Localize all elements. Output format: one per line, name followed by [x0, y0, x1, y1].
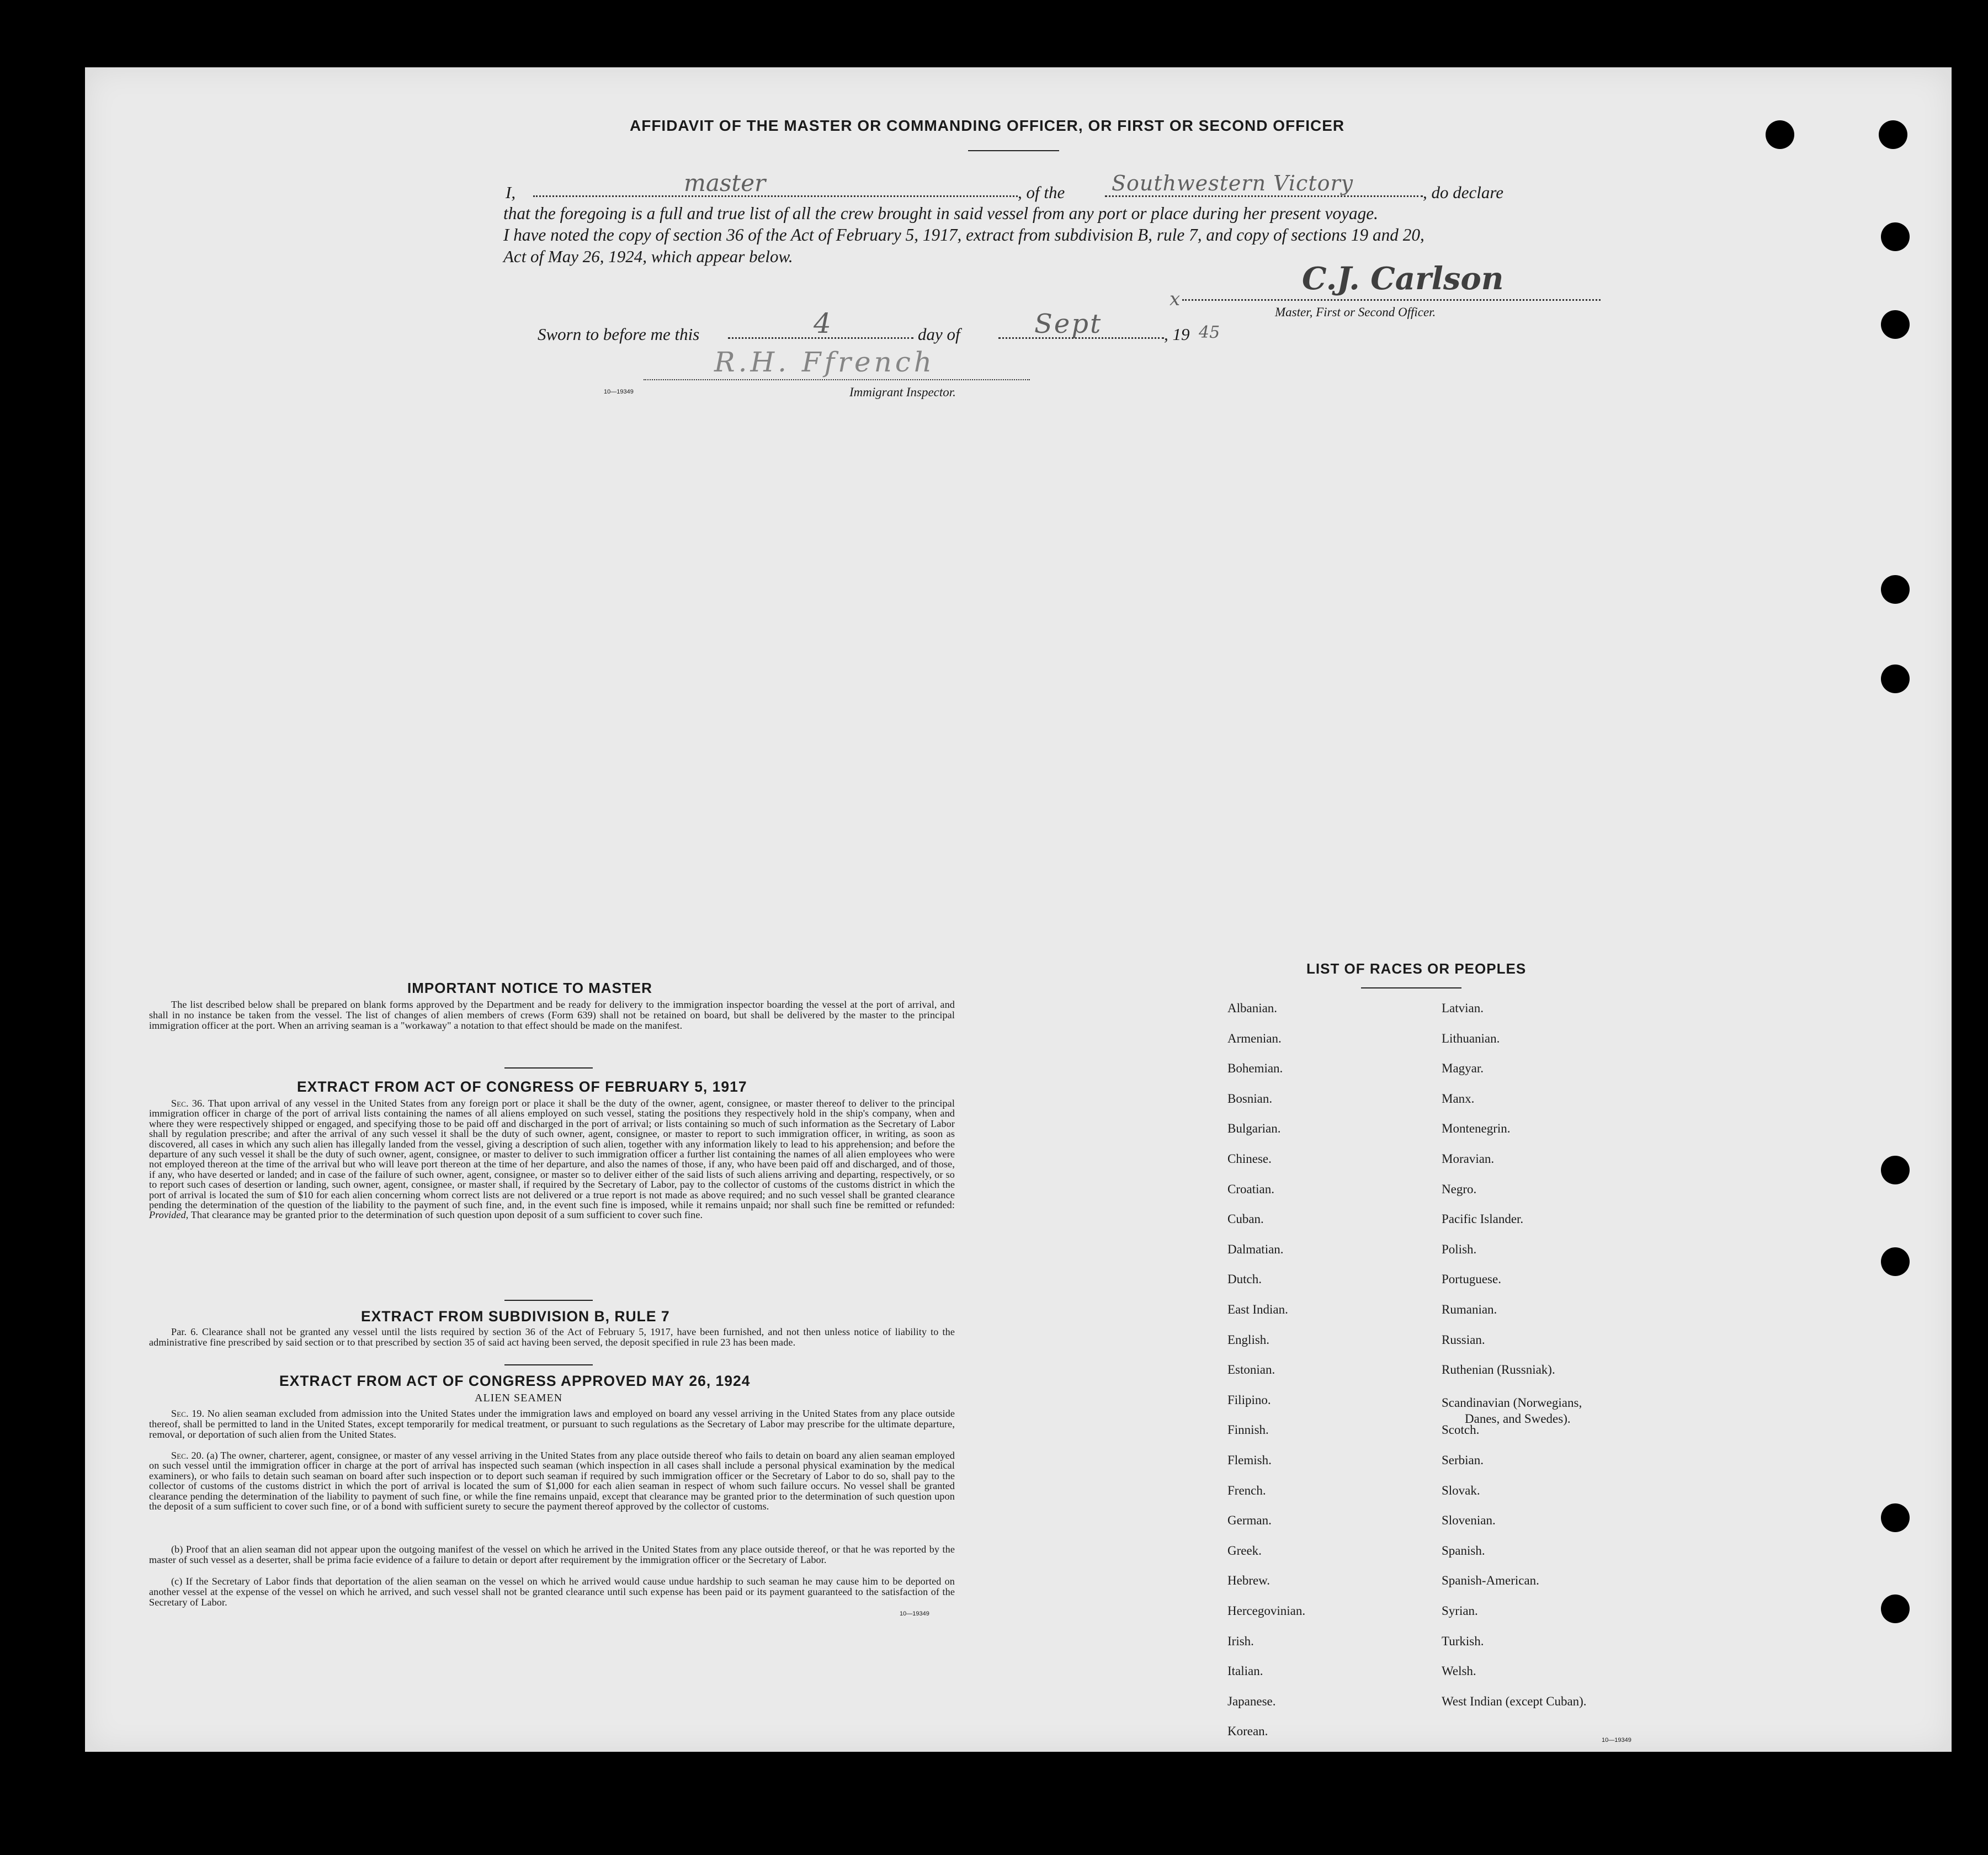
race-item: Irish. [1227, 1634, 1254, 1648]
declaration-line-2: that the foregoing is a full and true list of all the crew brought in said vessel from any port or place during her present voyage. [503, 204, 1378, 223]
sworn-day-label: day of [918, 325, 960, 344]
punch-hole [1879, 120, 1907, 149]
race-item: Serbian. [1442, 1453, 1484, 1467]
rule7-text: Par. 6. Clearance shall not be granted any vessel until the lists required by section 36 of the Act of February 5, 1917, have been furnished, and not then unless notice of liability to the administrative fine prescribed by said section or to that prescribed by section 35 of said act having been served, the deposit specified in rule 23 has been made. [149, 1326, 955, 1348]
extract-1924-subtitle: ALIEN SEAMEN [475, 1392, 563, 1404]
notice-title: IMPORTANT NOTICE TO MASTER [407, 980, 652, 996]
declaration-of-the: , of the [1018, 183, 1065, 202]
declaration-i: I, [506, 183, 516, 202]
race-item: Flemish. [1227, 1453, 1272, 1467]
race-item: Albanian. [1227, 1001, 1278, 1015]
race-item: Filipino. [1227, 1392, 1271, 1407]
sec20b-text: (b) Proof that an alien seaman did not appear upon the outgoing manifest of the vessel on which he arrived in the United States from any place outside thereof, or that he was reported by the master of such vessel as a deserter, shall be prima facie evidence of a failure to detain or deport after requirement by the immigration officer or the Secretary of Labor. [149, 1544, 955, 1565]
race-item: Estonian. [1227, 1363, 1275, 1377]
race-item: Danes, and Swedes). [1465, 1411, 1571, 1426]
race-item: Turkish. [1442, 1634, 1484, 1648]
race-item: Bulgarian. [1227, 1121, 1281, 1136]
race-item: Welsh. [1442, 1664, 1476, 1678]
handwritten-vessel: Southwestern Victory [1112, 171, 1354, 195]
punch-hole [1766, 120, 1794, 149]
notice-text: The list described below shall be prepared on blank forms approved by the Department and be ready for delivery to the immigration inspector boarding the vessel at the port of arrival, and shall in no instance be taken from the vessel. The list of changes of alien members of crews (Form 639) shall not be retained on board, but shall be delivered by the master to the principal immigration officer at the port. When an arriving seaman is a "workaway" a notation to that effect should be made on the manifest. [149, 999, 955, 1031]
race-item: Bosnian. [1227, 1091, 1273, 1105]
race-item: Armenian. [1227, 1031, 1282, 1045]
declaration-line-3: I have noted the copy of section 36 of the Act of February 5, 1917, extract from subdivision B, rule 7, and copy of sections 19 and 20, [503, 225, 1424, 245]
race-item: French. [1227, 1483, 1266, 1497]
punch-hole [1881, 575, 1910, 604]
extract-form-number: 10—19349 [900, 1610, 929, 1617]
sec20-label: Sec. 20. [171, 1450, 204, 1461]
inspector-caption: Immigrant Inspector. [849, 385, 956, 399]
punch-hole [1881, 1594, 1910, 1623]
race-item: Japanese. [1227, 1694, 1276, 1708]
sworn-month-value: Sept [1034, 309, 1103, 339]
handwritten-name: master [684, 169, 766, 196]
races-title: LIST OF RACES OR PEOPLES [1306, 960, 1527, 977]
notice-rule [504, 1067, 593, 1069]
race-item: Scandinavian (Norwegians, [1442, 1395, 1582, 1410]
declaration-line-4: Act of May 26, 1924, which appear below. [503, 247, 793, 266]
sec36-label: Sec. 36. [171, 1098, 205, 1109]
punch-hole [1881, 1247, 1910, 1276]
document-page [85, 67, 1952, 1752]
punch-hole [1881, 310, 1910, 339]
race-item: Slovenian. [1442, 1513, 1496, 1528]
race-item: Chinese. [1227, 1152, 1272, 1166]
race-item: Slovak. [1442, 1483, 1480, 1497]
sec20a-body: (a) The owner, charterer, agent, consignee, or master of any vessel arriving in the United States from any place outside thereof who fails to detain on board any alien seaman employed on such vessel until the immigration officer in charge at the port of arrival has inspected such seaman (which inspection in all cases shall include a personal physical examination by the medical examiners), or who fails to detain such seaman on board after such inspection or to deport such seaman if required by such immigration officer or the Secretary of Labor to do so, shall pay to the collector of customs of the customs district in which the port of arrival is located the sum of $1,000 for each alien seaman in respect of whom such failure occurs. No vessel shall be granted clearance pending the determination of the liability to payment of such fine, or while the fine remains unpaid, except that clearance may be granted prior to the determination of such question upon the deposit of a sum sufficient to cover such fine, or of a bond with sufficient surety to secure the payment thereof approved by the collector of customs. [149, 1450, 955, 1512]
extract-1917-title: EXTRACT FROM ACT OF CONGRESS OF FEBRUARY 5, 1917 [297, 1078, 747, 1095]
race-item: Greek. [1227, 1543, 1262, 1558]
race-item: Portuguese. [1442, 1272, 1501, 1287]
races-form-number: 10—19349 [1602, 1737, 1631, 1744]
proviso-text: That clearance may be granted prior to the determination of such question upon deposit of a sum sufficient to cover such fine. [190, 1209, 703, 1221]
sec19-text [149, 1408, 955, 1439]
sworn-year-prefix: , 19 [1164, 325, 1190, 344]
punch-hole [1881, 1156, 1910, 1184]
race-item: Rumanian. [1442, 1303, 1497, 1316]
race-item: German. [1227, 1513, 1272, 1528]
race-item: East Indian. [1227, 1303, 1288, 1316]
punch-hole [1881, 1503, 1910, 1532]
signature-line [1182, 299, 1601, 301]
race-item: Italian. [1227, 1664, 1263, 1678]
race-item: Manx. [1442, 1091, 1475, 1105]
extract-1917-rule [504, 1300, 593, 1301]
sworn-day-value: 4 [814, 307, 831, 339]
sec20a-text [149, 1450, 955, 1511]
punch-hole [1881, 665, 1910, 693]
proviso-label: Provided, [149, 1209, 189, 1221]
extract-1924-title: EXTRACT FROM ACT OF CONGRESS APPROVED MAY 26, 1924 [279, 1373, 751, 1389]
race-item: Russian. [1442, 1332, 1485, 1347]
sec20c-text: (c) If the Secretary of Labor finds that deportation of the alien seaman on the vessel on which he arrived would cause undue hardship to such seaman he may cause him to be deported on another vessel at the expense of the vessel on which he arrived, and such vessel shall not be granted clearance until such expense has been paid or its payment guaranteed to the satisfaction of the Secretary of Labor. [149, 1576, 955, 1608]
race-item: Hebrew. [1227, 1574, 1271, 1588]
race-item: Dutch. [1227, 1272, 1262, 1287]
race-item: West Indian (except Cuban). [1442, 1694, 1587, 1708]
race-item: Hercegovinian. [1227, 1604, 1306, 1618]
race-item: Ruthenian (Russniak). [1442, 1363, 1555, 1377]
sworn-year-value: 45 [1199, 323, 1220, 342]
title-rule [968, 150, 1059, 151]
race-item: Spanish. [1442, 1543, 1485, 1558]
race-item: Bohemian. [1227, 1061, 1283, 1076]
race-item: Finnish. [1227, 1423, 1269, 1437]
race-item: Pacific Islander. [1442, 1212, 1524, 1226]
name-field-line [533, 195, 1018, 197]
race-item: Spanish-American. [1442, 1574, 1539, 1588]
race-item: Korean. [1227, 1724, 1268, 1739]
signature-caption: Master, First or Second Officer. [1275, 305, 1436, 319]
affidavit-title: AFFIDAVIT OF THE MASTER OR COMMANDING OFFICER, OR FIRST OR SECOND OFFICER [630, 117, 1345, 134]
inspector-signature: R.H. Ffrench [714, 346, 935, 378]
signature-mark: x [1170, 288, 1181, 310]
master-signature: C.J. Carlson [1302, 261, 1504, 297]
races-rule [1361, 987, 1461, 988]
inspector-line [644, 379, 1030, 380]
race-item: Latvian. [1442, 1001, 1484, 1015]
race-item: Scotch. [1442, 1423, 1480, 1437]
sec19-body: No alien seaman excluded from admission into the United States under the immigration laws and employed on board any vessel arriving in the United States from any place outside thereof, shall be permitted to land in the United States, except temporarily for medical treatment, or pursuant to such regulations as the Secretary of Labor may prescribe for the ultimate departure, removal, or deportation of such alien from the United States. [149, 1408, 955, 1440]
affidavit-form-number: 10—19349 [604, 389, 634, 395]
race-item: Moravian. [1442, 1152, 1495, 1166]
race-item: Croatian. [1227, 1182, 1274, 1196]
sec36-body: That upon arrival of any vessel in the United States from any foreign port or place it shall be the duty of the owner, agent, consignee, or master thereof to deliver to the principal immigration officer in charge of the port of arrival lists containing the names of all aliens employed on such vessel, stating the positions they respectively hold in the ship's company, when and where they were respectively shipped or engaged, and specifying those to be paid off and discharged in the port of arrival; or lists containing so much of such information as the Secretary of Labor shall by regulation prescribe; and after the arrival of any such vessel it shall be the duty of such owner, agent, consignee, or master to report to such immigration officer, in writing, as soon as discovered, all cases in which any such alien has illegally landed from the vessel, giving a description of such alien, together with any information likely to lead to his apprehension; and before the departure of any such vessel it shall be the duty of such owner, agent, consignee, or master to deliver to such immigration officer a further list containing the names of all alien employees who were not employed thereon at the time of the arrival but who will leave port thereon at the time of her departure, and also the names of those, if any, who have been paid off and discharged, and of those, if any, who have deserted or landed; and in case of the failure of such owner, agent, consignee, or master so to deliver either of the said lists of such aliens arriving and departing, respectively, or so to report such cases of desertion or landing, such owner, agent, consignee, or master shall, if required by the Secretary of Labor, pay to the collector of customs of the customs district in which the port of arrival is located the sum of $10 for each alien concerning whom correct lists are not delivered or a true report is not made as above required; and no such vessel shall be granted clearance pending the determination of the question of the liability to the payment of such fine, and, in the event such fine is imposed, while it remains unpaid; nor shall such fine be remitted or refunded: [149, 1098, 955, 1211]
race-item: Lithuanian. [1442, 1031, 1500, 1045]
race-item: Syrian. [1442, 1604, 1478, 1618]
sworn-prefix: Sworn to before me this [538, 325, 700, 344]
race-item: Montenegrin. [1442, 1121, 1511, 1136]
declaration-do-declare: , do declare [1423, 183, 1504, 202]
race-item: Negro. [1442, 1182, 1477, 1196]
vessel-field-line [1105, 195, 1423, 197]
extract-1917-text [149, 1098, 955, 1220]
race-item: Cuban. [1227, 1212, 1264, 1226]
rule7-title: EXTRACT FROM SUBDIVISION B, RULE 7 [361, 1308, 670, 1325]
race-item: Dalmatian. [1227, 1242, 1284, 1256]
race-item: English. [1227, 1332, 1270, 1347]
race-item: Magyar. [1442, 1061, 1484, 1076]
sec19-label: Sec. 19. [171, 1408, 205, 1419]
race-item: Polish. [1442, 1242, 1477, 1256]
declaration-line-1 [506, 182, 515, 203]
punch-hole [1881, 222, 1910, 251]
rule7-rule [504, 1364, 593, 1365]
